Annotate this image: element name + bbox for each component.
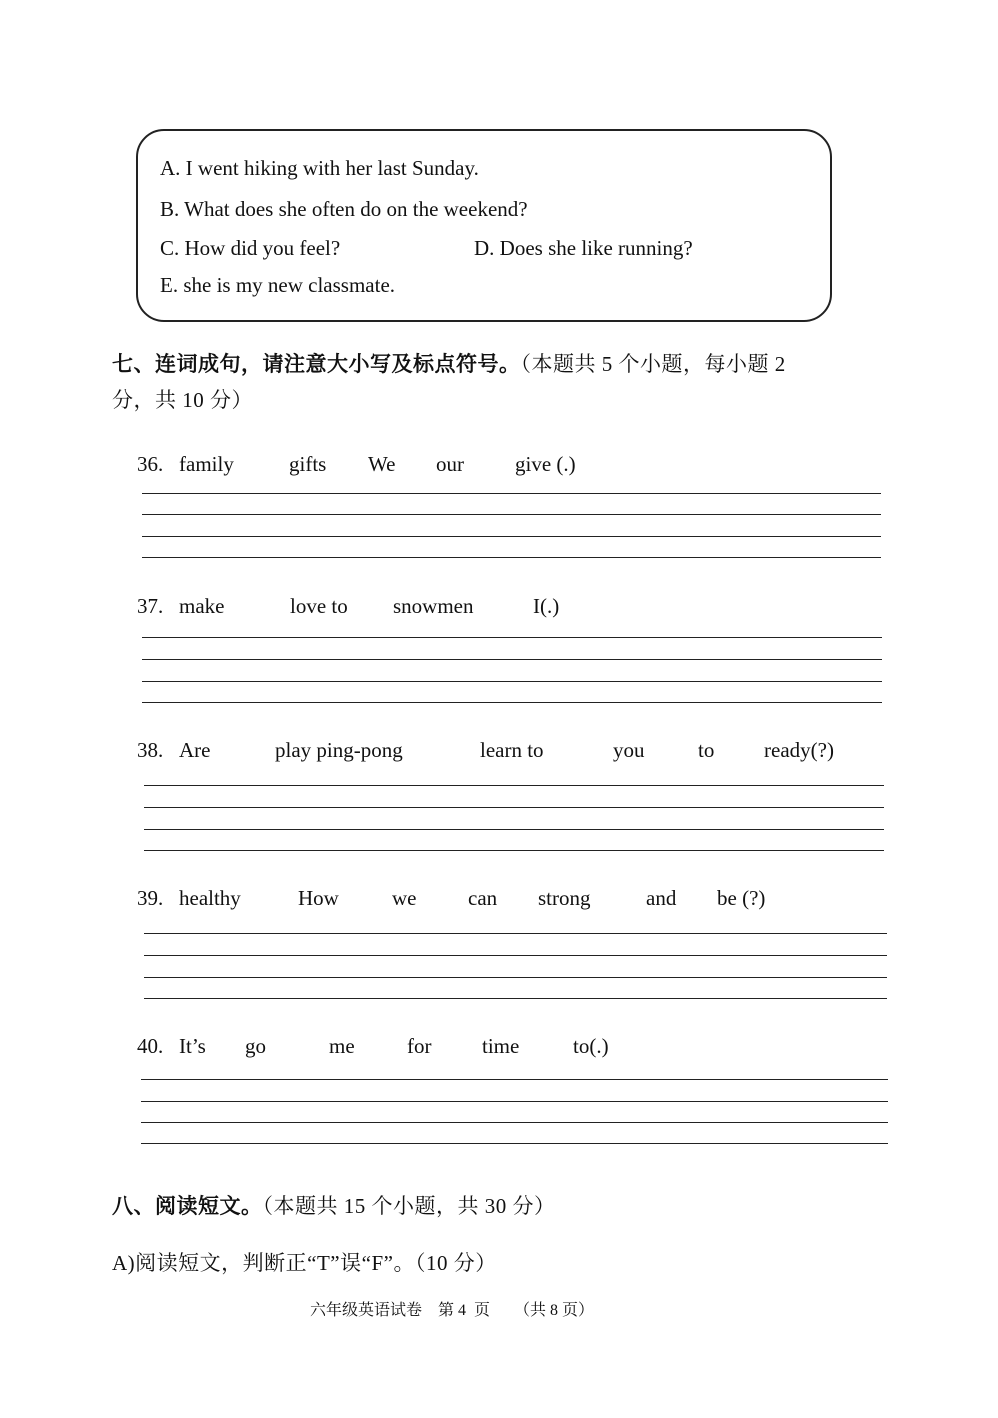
scrambled-word: Are — [179, 738, 211, 762]
section-8-heading — [112, 1190, 556, 1220]
answer-line — [141, 1122, 888, 1123]
answer-line — [142, 702, 882, 703]
scrambled-word: We — [368, 452, 396, 476]
scrambled-word: be (?) — [717, 886, 766, 910]
scrambled-word: and — [646, 886, 677, 910]
scrambled-word: healthy — [179, 886, 241, 910]
scrambled-word: How — [298, 886, 339, 910]
scrambled-word: play ping-pong — [275, 738, 403, 762]
answer-line — [144, 977, 887, 978]
option-c: C. How did you feel? — [160, 236, 341, 260]
scrambled-word: give (.) — [515, 452, 576, 476]
scrambled-word: snowmen — [393, 594, 474, 618]
scrambled-word: ready(?) — [764, 738, 834, 762]
scrambled-word: me — [329, 1034, 355, 1058]
scrambled-word: It’s — [179, 1034, 206, 1058]
scrambled-word: our — [436, 452, 464, 476]
answer-line — [144, 807, 884, 808]
section-7-note-cont: 分，共 10 分） — [112, 388, 253, 412]
section-7-note: （本题共 5 个小题，每小题 2 — [520, 352, 786, 376]
scrambled-word: learn to — [480, 738, 544, 762]
question-number: 39. — [137, 886, 164, 910]
option-d: D. Does she like running? — [474, 236, 693, 260]
answer-line — [144, 829, 884, 830]
scrambled-word: for — [407, 1034, 432, 1058]
scrambled-word: you — [613, 738, 645, 762]
answer-line — [141, 1079, 888, 1080]
question-number: 37. — [137, 594, 164, 618]
answer-line — [142, 557, 881, 558]
scrambled-word: gifts — [289, 452, 327, 476]
answer-line — [142, 514, 881, 515]
section-8-note: （本题共 15 个小题，共 30 分） — [262, 1194, 556, 1218]
answer-line — [142, 659, 882, 660]
section-7-heading — [112, 348, 786, 378]
answer-line — [142, 637, 882, 638]
answer-line — [144, 785, 884, 786]
scrambled-word: make — [179, 594, 225, 618]
question-number: 36. — [137, 452, 164, 476]
page-footer: 六年级英语试卷 第 4 页 （共 8 页） — [310, 1302, 595, 1319]
scrambled-word: to — [698, 738, 715, 762]
option-b: B. What does she often do on the weekend? — [160, 197, 528, 221]
answer-line — [144, 955, 887, 956]
answer-line — [142, 536, 881, 537]
part-a-instruction: A)阅读短文，判断正“T”误“F”。（10 分） — [112, 1251, 497, 1275]
section-7-title: 七、连词成句，请注意大小写及标点符号。 — [112, 352, 521, 376]
scrambled-word: we — [392, 886, 417, 910]
answer-line — [141, 1101, 888, 1102]
scrambled-word: time — [482, 1034, 520, 1058]
scrambled-word: to(.) — [573, 1034, 609, 1058]
option-e: E. she is my new classmate. — [160, 273, 396, 297]
answer-line — [142, 681, 882, 682]
answer-line — [142, 493, 881, 494]
question-number: 38. — [137, 738, 164, 762]
scrambled-word: can — [468, 886, 498, 910]
scrambled-word: love to — [290, 594, 348, 618]
scrambled-word: I(.) — [533, 594, 560, 618]
scrambled-word: strong — [538, 886, 591, 910]
option-a: A. I went hiking with her last Sunday. — [160, 156, 479, 180]
question-number: 40. — [137, 1034, 164, 1058]
answer-line — [144, 850, 884, 851]
scrambled-word: family — [179, 452, 234, 476]
section-8-title: 八、阅读短文。 — [112, 1194, 263, 1218]
answer-line — [141, 1143, 888, 1144]
scrambled-word: go — [245, 1034, 266, 1058]
answer-line — [144, 933, 887, 934]
answer-line — [144, 998, 887, 999]
